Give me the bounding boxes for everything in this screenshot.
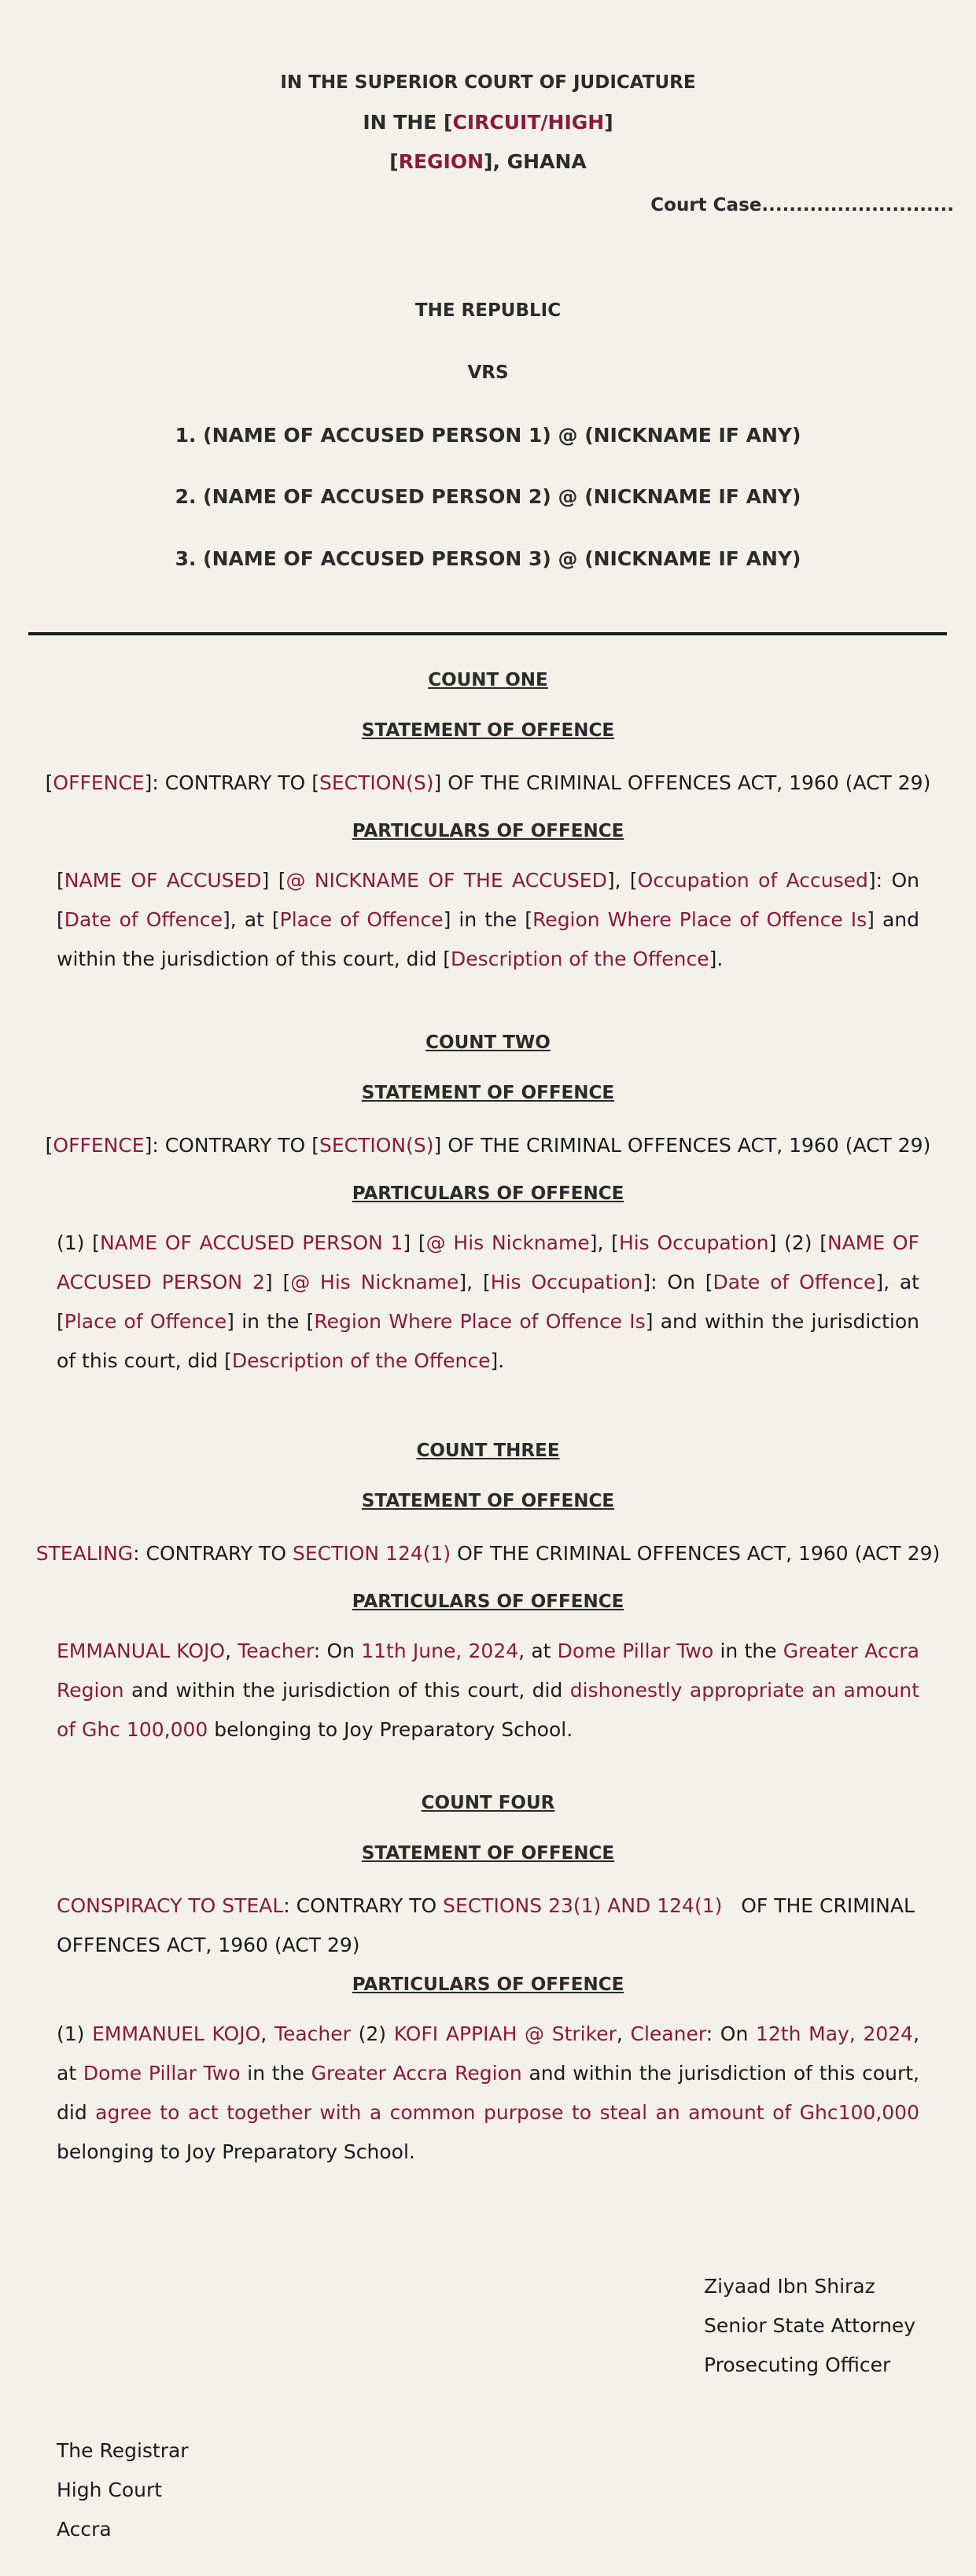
count-one-particulars-heading: PARTICULARS OF OFFENCE — [352, 821, 624, 841]
count-one-statement-heading: STATEMENT OF OFFENCE — [361, 720, 615, 741]
count-four-statement-heading: STATEMENT OF OFFENCE — [361, 1843, 615, 1864]
signatory-role: Prosecuting Officer — [704, 2353, 891, 2376]
accused-3: 3. (NAME OF ACCUSED PERSON 3) @ (NICKNAME IF ANY) — [175, 547, 801, 570]
count-three-statement: STEALING: CONTRARY TO SECTION 124(1) OF THE CRIMINAL OFFENCES ACT, 1960 (ACT 29) — [35, 1542, 941, 1565]
count-two-statement-heading: STATEMENT OF OFFENCE — [361, 1083, 615, 1103]
count-one-statement: [OFFENCE]: CONTRARY TO [SECTION(S)] OF THE CRIMINAL OFFENCES ACT, 1960 (ACT 29) — [45, 771, 931, 794]
region-line: [REGION], GHANA — [389, 150, 587, 173]
addressee-line-2: High Court — [57, 2478, 163, 2501]
count-two-particulars: (1) [NAME OF ACCUSED PERSON 1] [@ His Nickname], [His Occupation] (2) [NAME OF ACCUSED PERSON 2] [@ His Nickname], [His Occupation]: On [Date of Offence], at [Place of Offence] in the [Region Where Place of Offence Is] and within the jurisdiction of this court, did [Description of the Offence]. — [57, 1231, 919, 1372]
count-two-particulars-heading: PARTICULARS OF OFFENCE — [352, 1183, 624, 1204]
count-four-title: COUNT FOUR — [421, 1793, 555, 1813]
count-three-title: COUNT THREE — [416, 1441, 560, 1461]
count-four-particulars: (1) EMMANUEL KOJO, Teacher (2) KOFI APPIAH @ Striker, Cleaner: On 12th May, 2024, at Dome Pillar Two in the Greater Accra Region and within the jurisdiction of this court, did agree to act together with a common purpose to steal an amount of Ghc100,000 belonging to Joy Preparatory School. — [57, 2022, 920, 2163]
signature-block — [704, 2267, 915, 2385]
count-four-particulars-heading: PARTICULARS OF OFFENCE — [352, 1974, 624, 1995]
count-four-statement: CONSPIRACY TO STEAL: CONTRARY TO SECTIONS 23(1) AND 124(1) OF THE CRIMINAL OFFENCES ACT, 1960 (ACT 29) — [57, 1894, 915, 1956]
count-three-particulars: EMMANUAL KOJO, Teacher: On 11th June, 2024, at Dome Pillar Two in the Greater Accra Region and within the jurisdiction of this court, did dishonestly appropriate an amount of Ghc 100,000 belonging to Joy Preparatory School. — [57, 1639, 919, 1741]
count-three-statement-heading: STATEMENT OF OFFENCE — [361, 1491, 615, 1511]
court-heading: IN THE SUPERIOR COURT OF JUDICATURE — [280, 72, 696, 93]
republic: THE REPUBLIC — [414, 300, 562, 321]
signatory-name: Ziyaad Ibn Shiraz — [704, 2275, 875, 2298]
addressee-line-1: The Registrar — [57, 2439, 189, 2462]
count-one-particulars: [NAME OF ACCUSED] [@ NICKNAME OF THE ACCUSED], [Occupation of Accused]: On [Date of Offence], at [Place of Offence] in the [Region Where Place of Offence Is] and within the jurisdiction of this court, did [Description of the Offence]. — [57, 869, 920, 970]
court-type: CIRCUIT/HIGH — [452, 111, 605, 134]
accused-2: 2. (NAME OF ACCUSED PERSON 2) @ (NICKNAME IF ANY) — [175, 485, 801, 508]
court-type-line: IN THE [CIRCUIT/HIGH] — [363, 111, 613, 134]
signatory-title: Senior State Attorney — [704, 2314, 916, 2337]
count-one-title: COUNT ONE — [428, 670, 548, 690]
count-two-statement: [OFFENCE]: CONTRARY TO [SECTION(S)] OF THE CRIMINAL OFFENCES ACT, 1960 (ACT 29) — [45, 1134, 931, 1157]
addressee-block — [57, 2431, 189, 2549]
region: REGION — [398, 150, 484, 173]
count-two-title: COUNT TWO — [425, 1032, 551, 1053]
versus: VRS — [467, 362, 509, 383]
count-three-particulars-heading: PARTICULARS OF OFFENCE — [352, 1592, 624, 1612]
divider — [28, 632, 947, 635]
addressee-line-3: Accra — [57, 2518, 112, 2541]
court-case-number: Court Case............................ — [650, 195, 954, 215]
accused-1: 1. (NAME OF ACCUSED PERSON 1) @ (NICKNAME IF ANY) — [175, 424, 801, 447]
